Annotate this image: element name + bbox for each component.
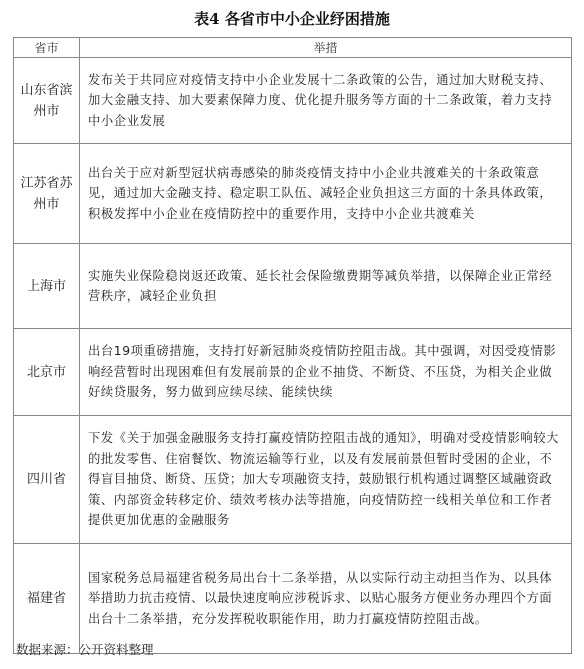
table-header-row [14,38,572,58]
table-title: 表4 各省市中小企业纾困措施 [194,10,390,28]
table-row [14,58,572,144]
header-measure: 举措 [80,38,572,58]
measure-cell: 出台关于应对新型冠状病毒感染的肺炎疫情支持中小企业共渡难关的十条政策意见，通过加大金融支持、稳定职工队伍、减轻企业负担这三方面的十条具体政策，积极发挥中小企业在疫情防控中的重要作用，支持中小企业共渡难关 [80,144,572,244]
province-cell: 江苏省苏州市 [14,144,80,244]
table-row [14,329,572,416]
table-row [14,244,572,329]
measures-table [13,37,572,654]
table-row [14,144,572,244]
measure-cell: 下发《关于加强金融服务支持打赢疫情防控阻击战的通知》，明确对受疫情影响较大的批发零售、住宿餐饮、物流运输等行业，以及有发展前景但暂时受困的企业，不得盲目抽贷、断贷、压贷；加大专项融资支持，鼓励银行机构通过调整区域融资政策、内部资金转移定价、绩效考核办法等措施，向疫情防控一线相关单位和工作者提供更加优惠的金融服务 [80,416,572,544]
measure-cell: 实施失业保险稳岗返还政策、延长社会保险缴费期等减负举措，以保障企业正常经营秩序，减轻企业负担 [80,244,572,329]
measure-cell: 出台19项重磅措施，支持打好新冠肺炎疫情防控阻击战。其中强调，对因受疫情影响经营暂时出现困难但有发展前景的企业不抽贷、不断贷、不压贷，为相关企业做好续贷服务，努力做到应续尽续、能续快续 [80,329,572,416]
data-source-note: 数据来源：公开资料整理 [16,642,154,657]
province-cell: 四川省 [14,416,80,544]
table-row [14,416,572,544]
province-cell: 福建省 [14,544,80,654]
province-cell: 北京市 [14,329,80,416]
measure-cell: 发布关于共同应对疫情支持中小企业发展十二条政策的公告，通过加大财税支持、加大金融支持、加大要素保障力度、优化提升服务等方面的十二条政策，着力支持中小企业发展 [80,58,572,144]
header-province: 省市 [14,38,80,58]
measure-cell: 国家税务总局福建省税务局出台十二条举措，从以实际行动主动担当作为、以具体举措助力抗击疫情、以最快速度响应涉税诉求、以贴心服务方便业务办理四个方面出台十二条举措，充分发挥税收职能作用，助力打赢疫情防控阻击战。 [80,544,572,654]
table-row [14,544,572,654]
province-cell: 上海市 [14,244,80,329]
province-cell: 山东省滨州市 [14,58,80,144]
